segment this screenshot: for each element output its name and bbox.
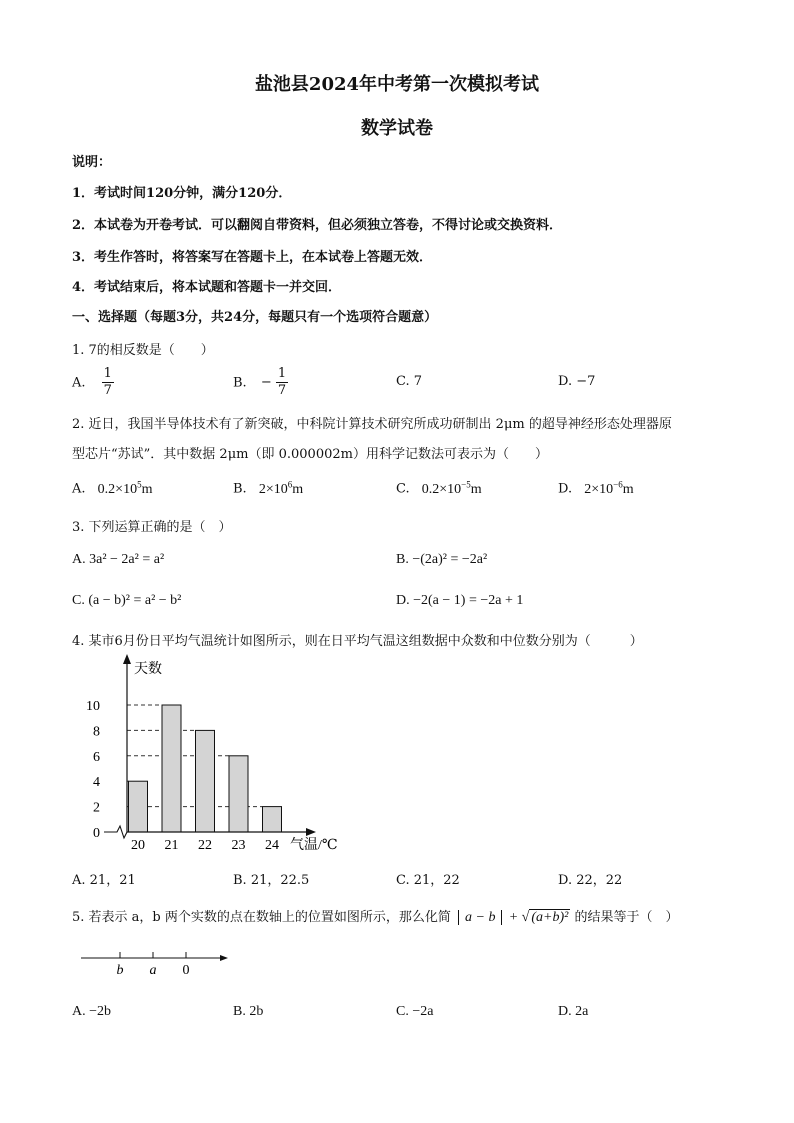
fraction (276, 366, 288, 400)
q4-option-d: D. 22，22 (558, 873, 623, 888)
bar (196, 730, 215, 832)
x-tick-label: 21 (164, 838, 179, 853)
math-base: 0.2×10 (421, 481, 462, 497)
q5-option-c: C. −2a (396, 1004, 434, 1019)
bar (263, 807, 282, 832)
y-tick-label: 10 (86, 699, 100, 714)
q1-option-c: C. 7 (396, 374, 423, 389)
option-label: C. (396, 481, 410, 497)
bars (129, 705, 282, 832)
q5-option-b: B. 2b (233, 1004, 264, 1019)
math-base: 2×10 (584, 481, 614, 497)
q2-option-b (233, 479, 303, 498)
exam-title: 盐池县2024年中考第一次模拟考试 (254, 74, 540, 95)
option-label: B. (233, 481, 247, 497)
q2-option-a (72, 479, 152, 498)
q3-option-a: A. 3a² − 2a² = a² (72, 552, 165, 567)
number-line-label: 0 (182, 963, 190, 978)
radicand: (a+b)² (531, 910, 569, 925)
numerator: 1 (276, 366, 288, 383)
y-tick-labels (86, 699, 100, 841)
minus-sign: − (260, 375, 272, 391)
q5-stem-post: 的结果等于（ ） (574, 910, 679, 925)
number-line-arrow (220, 955, 228, 961)
q3-option-c: C. (a − b)² = a² − b² (72, 593, 182, 608)
instruction-item: 1．考试时间120分钟，满分120分． (72, 186, 292, 201)
unit: m (622, 481, 634, 497)
q3-stem: 3. 下列运算正确的是（ ） (72, 520, 232, 535)
x-tick-labels (131, 838, 279, 853)
numerator: 1 (102, 366, 114, 383)
exponent: −5 (461, 479, 471, 489)
q4-option-b: B. 21，22.5 (233, 873, 310, 888)
q5-option-d: D. 2a (558, 1004, 589, 1019)
q5-option-a: A. −2b (72, 1004, 112, 1019)
temperature-bar-chart (70, 652, 370, 862)
instruction-item: 4．考试结束后，将本试题和答题卡一并交回． (72, 280, 342, 295)
unit: m (470, 481, 482, 497)
q1-option-b (233, 366, 288, 400)
instructions-heading: 说明： (72, 155, 112, 170)
option-label: B. (233, 375, 247, 391)
denominator: 7 (103, 383, 112, 399)
sqrt-expression: √ (a+b)² (521, 910, 569, 925)
q3-option-d: D. −2(a − 1) = −2a + 1 (396, 593, 524, 608)
y-tick-label: 0 (93, 826, 100, 841)
exponent: 5 (137, 479, 142, 489)
plus-sign: + (509, 910, 518, 925)
x-tick-label: 23 (231, 838, 246, 853)
exponent: 6 (287, 479, 293, 489)
unit: m (292, 481, 304, 497)
q1-option-d: D. −7 (558, 374, 596, 389)
q3-option-b: B. −(2a)² = −2a² (396, 552, 488, 567)
denominator: 7 (277, 383, 287, 399)
x-tick-label: 20 (131, 838, 145, 853)
q4-option-a: A. 21，21 (72, 873, 136, 888)
math-base: 0.2×10 (97, 481, 138, 497)
y-axis-arrow (123, 654, 131, 664)
y-tick-label: 8 (93, 724, 100, 740)
number-line-points (117, 952, 190, 978)
q4-stem: 4. 某市6月份日平均气温统计如图所示，则在日平均气温这组数据中众数和中位数分别为（ ） (72, 634, 643, 649)
unit: m (141, 481, 153, 497)
x-axis-arrow (306, 828, 316, 836)
x-tick-label: 24 (265, 838, 279, 853)
bar (229, 756, 248, 832)
y-tick-label: 6 (93, 749, 100, 765)
q2-stem-line1: 2. 近日，我国半导体技术有了新突破，中科院计算技术研究所成功研制出 2μm 的超导神经形态处理器原 (72, 417, 672, 432)
q1-option-a (72, 366, 114, 400)
bar (162, 705, 181, 832)
exam-subtitle: 数学试卷 (361, 118, 433, 139)
number-line-label: b (116, 963, 124, 978)
x-tick-label: 22 (198, 838, 212, 853)
option-label: D. (558, 481, 573, 497)
math-base: 2×10 (258, 481, 288, 497)
instruction-item: 3．考生作答时，将答案写在答题卡上，在本试卷上答题无效． (72, 250, 433, 265)
y-axis-label: 天数 (134, 662, 162, 677)
q2-option-d (558, 479, 634, 498)
absolute-value: a − b (458, 910, 502, 925)
q5-stem-pre: 5. 若表示 a，b 两个实数的点在数轴上的位置如图所示，那么化简 (72, 910, 451, 925)
y-tick-label: 4 (93, 775, 100, 791)
q4-option-c: C. 21，22 (396, 873, 460, 888)
q5-stem (72, 906, 678, 926)
q2-stem-line2: 型芯片“苏试”．其中数据 2μm（即 0.000002m）用科学记数法可表示为（ ） (72, 447, 548, 462)
q2-option-c (396, 479, 482, 498)
instruction-item: 2．本试卷为开卷考试．可以翻阅自带资料，但必须独立答卷，不得讨论或交换资料． (72, 218, 563, 233)
bar (129, 781, 148, 832)
y-tick-label: 2 (93, 800, 100, 816)
q1-stem: 1. 7的相反数是（ ） (72, 343, 214, 358)
number-line-label: a (149, 963, 157, 978)
option-label: A. (72, 481, 86, 497)
axis-break (104, 826, 127, 838)
section-heading: 一、选择题（每题3分，共24分，每题只有一个选项符合题意） (72, 310, 438, 325)
option-label: A. (72, 375, 86, 391)
exponent: −6 (613, 479, 623, 489)
fraction (102, 366, 114, 400)
number-line (78, 945, 238, 985)
x-axis-label: 气温/℃ (290, 838, 338, 853)
